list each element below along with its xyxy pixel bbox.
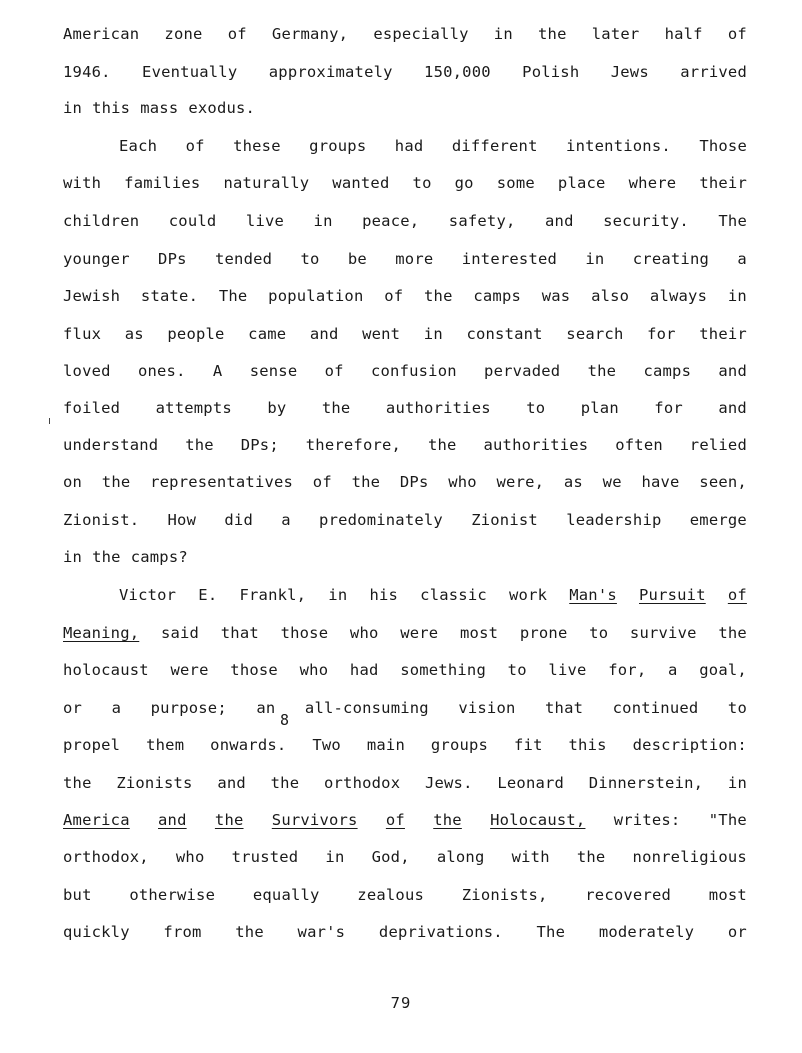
- text-line: [63, 772, 747, 794]
- word: that: [220, 624, 259, 642]
- word: The: [218, 287, 248, 305]
- word: mass: [140, 99, 179, 117]
- word: Leonard: [497, 774, 565, 792]
- word: to: [300, 250, 320, 268]
- word: in: [727, 287, 747, 305]
- text-line: [119, 135, 747, 157]
- word: attempts: [155, 399, 232, 417]
- word: work: [509, 586, 548, 604]
- word: exodus.: [188, 99, 256, 117]
- word: who: [349, 624, 379, 642]
- word: the: [538, 25, 567, 43]
- word: go: [454, 174, 474, 192]
- word: with: [511, 848, 550, 866]
- word: zone: [164, 25, 203, 43]
- word: Each: [119, 137, 158, 155]
- word: of: [312, 473, 332, 491]
- text-line: [63, 659, 747, 681]
- word: were: [170, 661, 209, 679]
- word: in: [727, 774, 747, 792]
- word: intentions.: [566, 137, 671, 155]
- word: main: [366, 736, 405, 754]
- text-line: [63, 846, 747, 868]
- word: said: [160, 624, 200, 642]
- word: came: [248, 325, 287, 343]
- word: The: [718, 212, 747, 230]
- word: these: [233, 137, 281, 155]
- text-line: [63, 61, 747, 83]
- word: or: [727, 923, 747, 941]
- stray-mark: [49, 418, 50, 424]
- word: ones.: [137, 362, 186, 380]
- word: plan: [580, 399, 619, 417]
- word: Pursuit: [639, 586, 706, 604]
- word: more: [395, 250, 434, 268]
- word: DPs: [399, 473, 429, 491]
- word: God,: [371, 848, 410, 866]
- text-line: [63, 734, 747, 756]
- word: of: [324, 362, 344, 380]
- word: Germany,: [271, 25, 349, 43]
- word: always: [649, 287, 708, 305]
- word: groups: [309, 137, 367, 155]
- word: the: [185, 436, 214, 454]
- word: purpose;: [150, 699, 227, 717]
- text-line: [63, 210, 747, 232]
- word: The: [536, 923, 566, 941]
- word: from: [163, 923, 202, 941]
- word: of: [185, 137, 205, 155]
- word: and: [309, 325, 339, 343]
- word: Holocaust,: [490, 811, 586, 829]
- word: leadership: [566, 511, 662, 529]
- word: zealous: [357, 886, 425, 904]
- text-line: [63, 23, 747, 45]
- word: went: [362, 325, 401, 343]
- word: Two: [312, 736, 341, 754]
- text-line: [63, 509, 747, 531]
- word: onwards.: [210, 736, 287, 754]
- text-line: [63, 360, 747, 382]
- word: be: [347, 250, 367, 268]
- word: prone: [519, 624, 568, 642]
- word: to: [727, 699, 747, 717]
- word: to: [526, 399, 546, 417]
- word: Man's: [569, 586, 617, 604]
- word: their: [699, 174, 747, 192]
- word: camps: [473, 287, 522, 305]
- text-line: [63, 323, 747, 345]
- text-line: [63, 285, 747, 307]
- text-line: [119, 584, 747, 606]
- word: orthodox,: [63, 848, 149, 866]
- word: that: [545, 699, 584, 717]
- word: as: [124, 325, 144, 343]
- word: with: [63, 174, 102, 192]
- word: continued: [612, 699, 699, 717]
- word: was: [541, 287, 571, 305]
- word: to: [589, 624, 609, 642]
- word: half: [664, 25, 703, 43]
- word: propel: [63, 736, 121, 754]
- word: the: [235, 923, 264, 941]
- word: and: [718, 362, 747, 380]
- word: DPs: [158, 250, 187, 268]
- word: Polish: [522, 63, 580, 81]
- word: emerge: [689, 511, 747, 529]
- word: the: [718, 624, 747, 642]
- word: constant: [466, 325, 543, 343]
- word: America: [63, 811, 130, 829]
- word: Zionist: [471, 511, 538, 529]
- word: classic: [420, 586, 487, 604]
- word: by: [267, 399, 287, 417]
- word: quickly: [63, 923, 130, 941]
- word: Those: [699, 137, 747, 155]
- word: later: [591, 25, 640, 43]
- word: who: [448, 473, 477, 491]
- word: in: [423, 325, 443, 343]
- word: Zionist.: [63, 511, 140, 529]
- word: in: [325, 848, 345, 866]
- word: Meaning,: [63, 624, 140, 642]
- word: most: [708, 886, 747, 904]
- word: fit: [514, 736, 543, 754]
- word: also: [591, 287, 630, 305]
- word: therefore,: [305, 436, 402, 454]
- word: who: [299, 661, 329, 679]
- word: this: [568, 736, 607, 754]
- word: had: [349, 661, 379, 679]
- word: A: [212, 362, 223, 380]
- page-number: 79: [390, 994, 412, 1012]
- text-line: [63, 546, 747, 568]
- word: the: [101, 473, 131, 491]
- word: and: [217, 774, 246, 792]
- word: American: [63, 25, 140, 43]
- word: and: [158, 811, 187, 829]
- word: DPs;: [240, 436, 279, 454]
- text-line: [63, 471, 747, 493]
- word: of: [227, 25, 247, 43]
- word: their: [699, 325, 747, 343]
- word: those: [230, 661, 278, 679]
- word: in: [63, 99, 83, 117]
- word: have: [641, 473, 680, 491]
- word: as: [563, 473, 583, 491]
- word: of: [727, 586, 747, 604]
- word: survive: [629, 624, 697, 642]
- word: nonreligious: [632, 848, 747, 866]
- word: this: [92, 99, 131, 117]
- word: deprivations.: [378, 923, 503, 941]
- word: recovered: [585, 886, 672, 904]
- word: Jews: [610, 63, 649, 81]
- word: and: [718, 399, 747, 417]
- word: something: [400, 661, 486, 679]
- word: wanted: [332, 174, 390, 192]
- word: authorities: [483, 436, 589, 454]
- word: an: [256, 699, 276, 717]
- word: different: [451, 137, 538, 155]
- word: most: [460, 624, 499, 642]
- word: seen,: [699, 473, 747, 491]
- word: tended: [214, 250, 273, 268]
- word: interested: [461, 250, 558, 268]
- word: the: [321, 399, 351, 417]
- word: a: [668, 661, 678, 679]
- word: for,: [608, 661, 647, 679]
- word: them: [146, 736, 185, 754]
- word: Frankl,: [239, 586, 307, 604]
- word: search: [566, 325, 624, 343]
- text-line: [63, 884, 747, 906]
- text-line: [63, 434, 747, 456]
- word: safety,: [448, 212, 516, 230]
- word: groups: [430, 736, 489, 754]
- word: holocaust: [63, 661, 149, 679]
- word: could: [168, 212, 217, 230]
- text-line: [63, 97, 747, 119]
- word: orthodox: [323, 774, 401, 792]
- word: were: [400, 624, 439, 642]
- word: in: [328, 586, 348, 604]
- word: the: [587, 362, 617, 380]
- word: How: [167, 511, 197, 529]
- word: arrived: [680, 63, 747, 81]
- text-line: [63, 809, 747, 831]
- word: in: [585, 250, 605, 268]
- word: to: [507, 661, 527, 679]
- word: a: [737, 250, 747, 268]
- word: the: [576, 848, 606, 866]
- word: representatives: [150, 473, 294, 491]
- word: we: [602, 473, 622, 491]
- word: sense: [249, 362, 298, 380]
- word: younger: [63, 250, 130, 268]
- word: 150,000: [424, 63, 491, 81]
- word: E.: [198, 586, 218, 604]
- word: especially: [373, 25, 469, 43]
- word: often: [615, 436, 663, 454]
- word: war's: [297, 923, 346, 941]
- word: Dinnerstein,: [588, 774, 704, 792]
- word: 1946.: [63, 63, 111, 81]
- word: peace,: [362, 212, 420, 230]
- word: place: [557, 174, 606, 192]
- word: along: [436, 848, 485, 866]
- word: the: [351, 473, 381, 491]
- footnote-reference: 8: [280, 711, 290, 729]
- word: relied: [689, 436, 747, 454]
- text-line: [63, 697, 747, 719]
- word: the: [433, 811, 462, 829]
- word: on: [63, 473, 83, 491]
- text-line: [63, 397, 747, 419]
- word: the: [427, 436, 457, 454]
- word: did: [224, 511, 253, 529]
- word: live: [245, 212, 285, 230]
- word: Jewish: [63, 287, 121, 305]
- word: were,: [496, 473, 545, 491]
- word: of: [384, 287, 404, 305]
- word: creating: [632, 250, 710, 268]
- word: foiled: [63, 399, 121, 417]
- word: Jews.: [424, 774, 473, 792]
- word: writes:: [613, 811, 681, 829]
- word: population: [268, 287, 364, 305]
- word: loved: [63, 362, 111, 380]
- word: of: [385, 811, 405, 829]
- word: families: [124, 174, 201, 192]
- word: the: [214, 811, 244, 829]
- word: the: [424, 287, 453, 305]
- word: moderately: [598, 923, 695, 941]
- word: children: [63, 212, 140, 230]
- word: camps?: [130, 548, 188, 566]
- word: his: [369, 586, 399, 604]
- word: a: [111, 699, 122, 717]
- word: predominately: [319, 511, 443, 529]
- word: vision: [458, 699, 516, 717]
- word: Victor: [119, 586, 177, 604]
- word: pervaded: [484, 362, 561, 380]
- word: the: [92, 548, 121, 566]
- word: confusion: [370, 362, 457, 380]
- word: for: [654, 399, 683, 417]
- word: the: [270, 774, 300, 792]
- word: authorities: [385, 399, 491, 417]
- word: the: [63, 774, 92, 792]
- word: equally: [252, 886, 320, 904]
- word: goal,: [699, 661, 747, 679]
- word: otherwise: [129, 886, 216, 904]
- word: state.: [140, 287, 199, 305]
- word: in: [63, 548, 83, 566]
- word: of: [727, 25, 747, 43]
- word: where: [628, 174, 677, 192]
- word: for: [647, 325, 676, 343]
- word: who: [175, 848, 205, 866]
- word: "The: [708, 811, 747, 829]
- word: naturally: [223, 174, 310, 192]
- word: trusted: [231, 848, 299, 866]
- word: but: [63, 886, 92, 904]
- word: had: [394, 137, 424, 155]
- word: Survivors: [271, 811, 358, 829]
- word: Zionists: [116, 774, 193, 792]
- text-line: [63, 921, 747, 943]
- word: those: [280, 624, 329, 642]
- word: all-consuming: [304, 699, 429, 717]
- word: to: [412, 174, 432, 192]
- word: approximately: [268, 63, 393, 81]
- word: people: [167, 325, 225, 343]
- word: or: [63, 699, 83, 717]
- word: some: [496, 174, 535, 192]
- word: in: [313, 212, 333, 230]
- word: a: [281, 511, 291, 529]
- word: Zionists,: [461, 886, 548, 904]
- word: in: [493, 25, 513, 43]
- word: camps: [643, 362, 692, 380]
- word: and: [545, 212, 574, 230]
- word: security.: [603, 212, 689, 230]
- word: live: [548, 661, 587, 679]
- text-line: [63, 172, 747, 194]
- word: description:: [632, 736, 747, 754]
- text-line: [63, 622, 747, 644]
- word: Eventually: [142, 63, 238, 81]
- word: flux: [63, 325, 102, 343]
- word: understand: [63, 436, 159, 454]
- text-line: [63, 248, 747, 270]
